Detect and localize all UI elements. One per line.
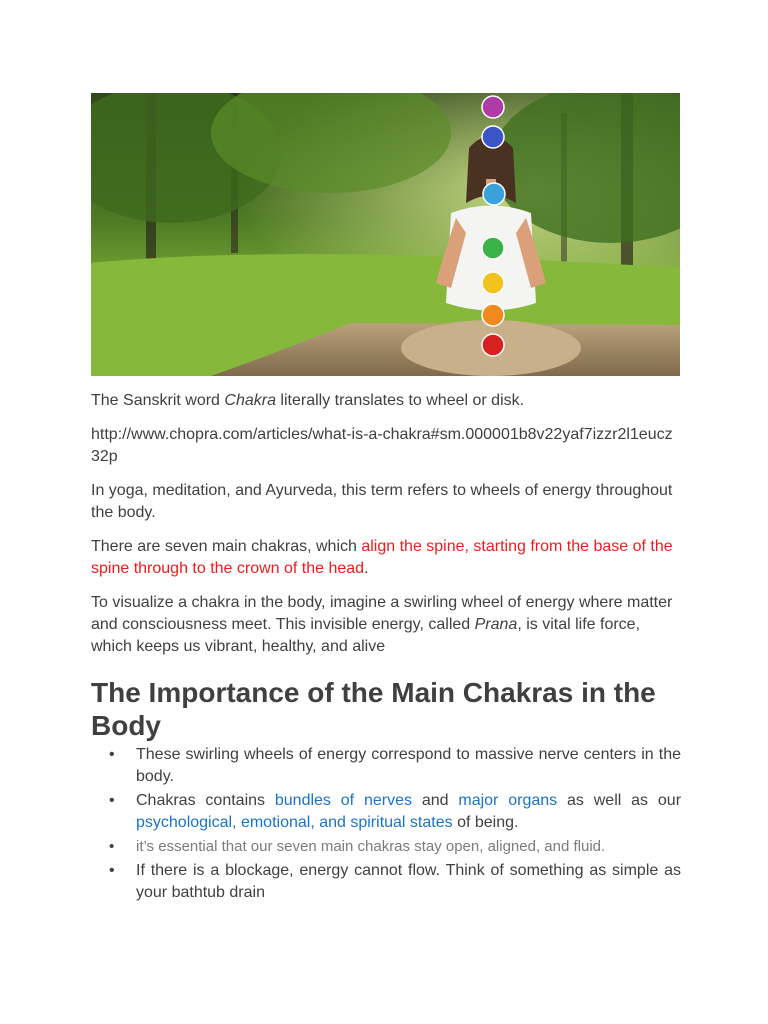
major-organs-link[interactable]: major organs	[458, 792, 558, 809]
intro-text: The Sanskrit word	[91, 392, 225, 409]
list-item: • If there is a blockage, energy cannot flow. Think of something as simple as your bathtub drain	[136, 860, 681, 904]
seven-text: There are seven main chakras, which	[91, 538, 362, 555]
seven-text-end: .	[364, 560, 369, 577]
list-item-text: as well as our	[557, 792, 682, 809]
list-item: • it’s essential that our seven main chakras stay open, aligned, and fluid.	[136, 836, 681, 858]
prana-term: Prana	[474, 616, 518, 633]
psychological-states-link[interactable]: psychological, emotional, and spiritual states	[136, 814, 453, 831]
source-link[interactable]: http://www.chopra.com/articles/what-is-a-chakra#sm.000001b8v22yaf7izzr2l1eucz32p	[91, 426, 673, 465]
intro-paragraph	[91, 390, 681, 412]
list-item	[136, 790, 681, 834]
bundles-of-nerves-link[interactable]: bundles of nerves	[274, 792, 412, 809]
list-item: • These swirling wheels of energy correspond to massive nerve centers in the body.	[136, 744, 681, 788]
list-item-text: Chakras contains	[136, 792, 275, 809]
list-item-text: and	[411, 792, 459, 809]
visualize-paragraph	[91, 592, 681, 658]
hero-image	[91, 93, 680, 376]
bullet-list	[91, 744, 681, 904]
meditation-photo	[91, 93, 680, 376]
yoga-paragraph: In yoga, meditation, and Ayurveda, this term refers to wheels of energy throughout the body.	[91, 482, 673, 521]
highlighted-text: align the spine, starting from the base of the spine through to the crown of the head	[91, 538, 673, 577]
seven-chakras-paragraph	[91, 536, 681, 580]
chakra-term: Chakra	[224, 392, 276, 409]
visualize-text-end: , is vital life force, which keeps us vibrant, healthy, and alive	[91, 616, 641, 655]
intro-text-end: literally translates to wheel or disk.	[275, 392, 525, 409]
article-body	[91, 390, 681, 906]
section-heading: The Importance of the Main Chakras in the Body	[91, 677, 656, 741]
list-item-text: of being.	[452, 814, 519, 831]
visualize-text: To visualize a chakra in the body, imagine a swirling wheel of energy where matter and consciousness meet. This invisible energy, called	[91, 594, 673, 633]
